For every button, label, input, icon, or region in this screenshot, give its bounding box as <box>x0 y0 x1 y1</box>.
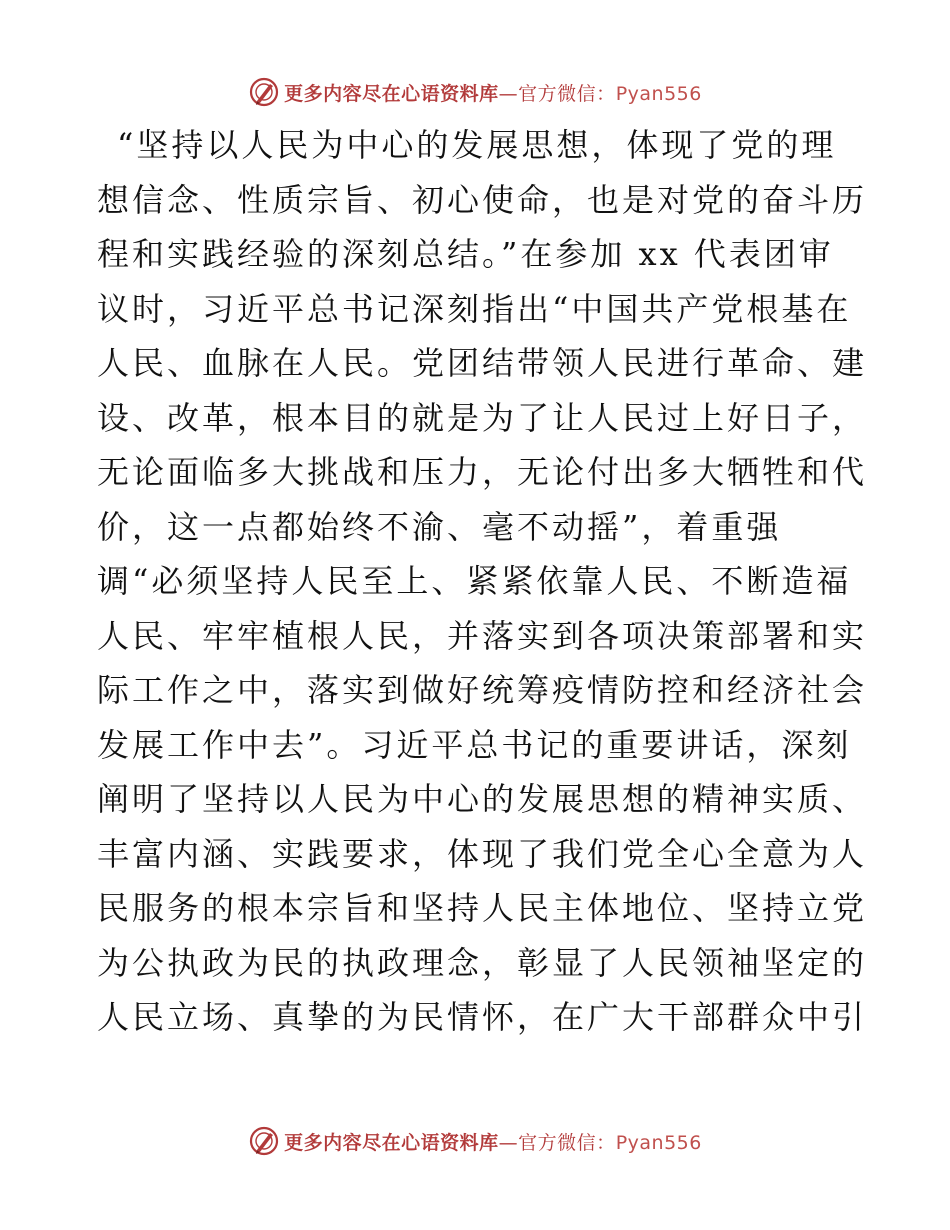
text-line: 调“必须坚持人民至上、紧紧依靠人民、不断造福 <box>97 562 852 600</box>
header-wechat-id: Pyan556 <box>615 82 702 105</box>
pen-logo-icon <box>248 76 280 108</box>
pen-logo-icon <box>248 1125 280 1157</box>
text-line: 人民、牢牢植根人民，并落实到各项决策部署和实 <box>97 616 868 655</box>
text-line: 际工作之中，落实到做好统筹疫情防控和经济社会 <box>97 671 868 709</box>
footer-wechat-id: Pyan556 <box>615 1131 702 1154</box>
header-wechat-label: 官方微信： <box>518 82 616 105</box>
text-line: 价，这一点都始终不渝、毫不动摇”，着重强 <box>97 507 782 546</box>
header-brand-main: 更多内容尽在心语资料库 <box>284 82 499 105</box>
text-line: 设、改革，根本目的就是为了让人民过上好日子， <box>97 398 868 437</box>
footer-brand-separator: — <box>498 1131 519 1154</box>
footer-brand-text <box>284 1128 702 1155</box>
text-line: 丰富内涵、实践要求，体现了我们党全心全意为人 <box>97 834 868 873</box>
text-line: 程和实践经验的深刻总结。”在参加 xx 代表团审 <box>97 235 834 273</box>
page-footer-watermark <box>0 1121 950 1161</box>
text-line: “坚持以人民为中心的发展思想，体现了党的理 <box>117 126 837 164</box>
footer-wechat-label: 官方微信： <box>518 1131 616 1154</box>
text-line: 想信念、性质宗旨、初心使命，也是对党的奋斗历 <box>97 180 868 219</box>
text-line: 阐明了坚持以人民为中心的发展思想的精神实质、 <box>97 780 868 818</box>
page-header-watermark <box>0 72 950 112</box>
text-line: 发展工作中去”。习近平总书记的重要讲话，深刻 <box>97 725 852 764</box>
footer-brand-main: 更多内容尽在心语资料库 <box>284 1131 499 1154</box>
text-line: 无论面临多大挑战和压力，无论付出多大牺牲和代 <box>97 453 868 491</box>
header-brand-text <box>284 79 702 106</box>
text-line: 民服务的根本宗旨和坚持人民主体地位、坚持立党 <box>97 889 868 927</box>
document-body <box>97 118 868 1045</box>
header-brand-separator: — <box>498 82 519 105</box>
text-line: 人民立场、真挚的为民情怀，在广大干部群众中引 <box>97 998 868 1036</box>
text-line: 人民、血脉在人民。党团结带领人民进行革命、建 <box>97 344 868 382</box>
text-line: 议时，习近平总书记深刻指出“中国共产党根基在 <box>97 289 852 328</box>
text-line: 为公执政为民的执政理念，彰显了人民领袖坚定的 <box>97 943 868 982</box>
